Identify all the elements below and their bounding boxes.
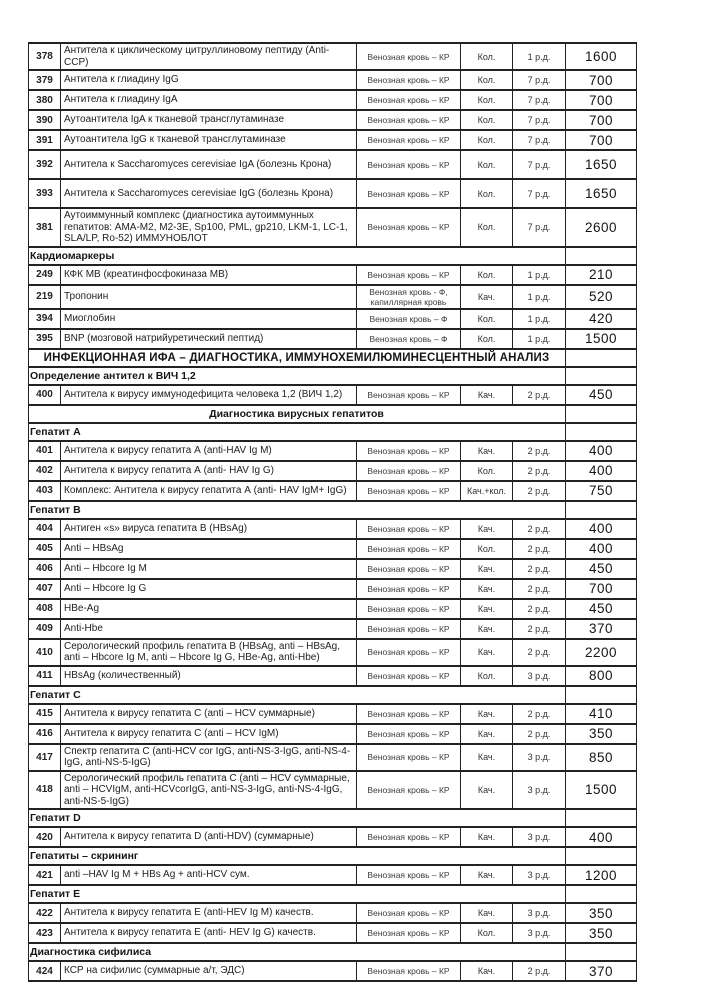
service-name-cell: Антитела к вирусу иммунодефицита человека 1,2 (ВИЧ 1,2): [61, 385, 357, 405]
service-row: [29, 923, 637, 943]
service-row: [29, 579, 637, 599]
service-result-cell: Кач.: [461, 639, 513, 666]
service-row: [29, 599, 637, 619]
service-result-cell: Кол.: [461, 923, 513, 943]
section-header-row: [29, 686, 637, 704]
section-header-label: Диагностика вирусных гепатитов: [29, 405, 566, 423]
service-sample-cell: Венозная кровь – КР: [357, 827, 461, 847]
section-header-row: [29, 501, 637, 519]
service-price-cell: 410: [566, 704, 637, 724]
service-row: [29, 265, 637, 285]
service-code-cell: 394: [29, 309, 61, 329]
service-row: [29, 639, 637, 666]
service-period-cell: 2 р.д.: [513, 599, 566, 619]
service-name-cell: Комплекс: Антитела к вирусу гепатита А (anti- HAV IgM+ IgG): [61, 481, 357, 501]
service-sample-cell: Венозная кровь – КР: [357, 179, 461, 208]
section-header-label: Гепатит А: [29, 423, 566, 441]
service-name-cell: Антитела к циклическому цитруллиновому пептиду (Anti-CCP): [61, 43, 357, 70]
service-result-cell: Кач.: [461, 903, 513, 923]
service-period-cell: 7 р.д.: [513, 179, 566, 208]
service-sample-cell: Венозная кровь – КР: [357, 619, 461, 639]
service-result-cell: Кач.: [461, 771, 513, 810]
service-sample-cell: Венозная кровь – КР: [357, 461, 461, 481]
service-code-cell: 422: [29, 903, 61, 923]
service-sample-cell: Венозная кровь – КР: [357, 110, 461, 130]
service-name-cell: Антитела к Saccharomyces cerevisiae IgA (болезнь Крона): [61, 150, 357, 179]
service-row: [29, 865, 637, 885]
service-period-cell: 2 р.д.: [513, 579, 566, 599]
service-price-cell: 700: [566, 70, 637, 90]
service-name-cell: Anti-Hbe: [61, 619, 357, 639]
service-code-cell: 395: [29, 329, 61, 349]
service-sample-cell: Венозная кровь – КР: [357, 539, 461, 559]
service-code-cell: 411: [29, 666, 61, 686]
service-price-cell: 2600: [566, 208, 637, 247]
service-price-cell: 700: [566, 110, 637, 130]
service-code-cell: 423: [29, 923, 61, 943]
service-result-cell: Кач.: [461, 724, 513, 744]
service-name-cell: Антитела к вирусу гепатита С (anti – HCV IgM): [61, 724, 357, 744]
service-result-cell: Кол.: [461, 208, 513, 247]
price-cell-empty: [566, 349, 637, 367]
service-period-cell: 1 р.д.: [513, 329, 566, 349]
service-row: [29, 704, 637, 724]
service-code-cell: 403: [29, 481, 61, 501]
service-code-cell: 249: [29, 265, 61, 285]
service-row: [29, 285, 637, 309]
service-price-cell: 700: [566, 579, 637, 599]
service-price-cell: 400: [566, 539, 637, 559]
service-code-cell: 421: [29, 865, 61, 885]
service-period-cell: 2 р.д.: [513, 441, 566, 461]
section-header-row: [29, 367, 637, 385]
service-row: [29, 827, 637, 847]
service-period-cell: 2 р.д.: [513, 704, 566, 724]
service-price-cell: 850: [566, 744, 637, 771]
service-result-cell: Кач.: [461, 285, 513, 309]
service-name-cell: Миоглобин: [61, 309, 357, 329]
service-code-cell: 402: [29, 461, 61, 481]
service-result-cell: Кач.: [461, 865, 513, 885]
service-code-cell: 406: [29, 559, 61, 579]
service-period-cell: 1 р.д.: [513, 309, 566, 329]
service-name-cell: Серологический профиль гепатита С (anti – HCV суммарные, anti – HCVIgM, anti-HCVcorIgG, anti-NS-3-IgG, anti-NS-4-IgG, anti-NS-5-IgG): [61, 771, 357, 810]
service-result-cell: Кол.: [461, 539, 513, 559]
section-header-label: Гепатит В: [29, 501, 566, 519]
service-name-cell: Антитела к Saccharomyces cerevisiae IgG (болезнь Крона): [61, 179, 357, 208]
service-price-cell: 1650: [566, 179, 637, 208]
service-period-cell: 2 р.д.: [513, 639, 566, 666]
service-row: [29, 110, 637, 130]
service-result-cell: Кач.: [461, 704, 513, 724]
service-price-cell: 1650: [566, 150, 637, 179]
service-row: [29, 179, 637, 208]
service-period-cell: 2 р.д.: [513, 724, 566, 744]
service-row: [29, 150, 637, 179]
service-period-cell: 2 р.д.: [513, 385, 566, 405]
service-price-cell: 350: [566, 923, 637, 943]
service-code-cell: 381: [29, 208, 61, 247]
section-header-row: [29, 423, 637, 441]
service-price-cell: 1600: [566, 43, 637, 70]
service-result-cell: Кол.: [461, 329, 513, 349]
price-cell-empty: [566, 367, 637, 385]
service-code-cell: 418: [29, 771, 61, 810]
section-header-label: Гепатиты – скрининг: [29, 847, 566, 865]
service-period-cell: 3 р.д.: [513, 923, 566, 943]
service-sample-cell: Венозная кровь – КР: [357, 441, 461, 461]
service-sample-cell: Венозная кровь – КР: [357, 130, 461, 150]
service-row: [29, 208, 637, 247]
service-sample-cell: Венозная кровь – КР: [357, 724, 461, 744]
service-name-cell: КФК МВ (креатинфосфокиназа МВ): [61, 265, 357, 285]
section-header-label: Гепатит Е: [29, 885, 566, 903]
service-sample-cell: Венозная кровь – КР: [357, 43, 461, 70]
service-sample-cell: Венозная кровь – Ф: [357, 329, 461, 349]
service-row: [29, 461, 637, 481]
section-header-label: Диагностика сифилиса: [29, 943, 566, 961]
service-price-cell: 450: [566, 559, 637, 579]
service-code-cell: 393: [29, 179, 61, 208]
service-code-cell: 417: [29, 744, 61, 771]
service-sample-cell: Венозная кровь – КР: [357, 771, 461, 810]
service-period-cell: 2 р.д.: [513, 461, 566, 481]
section-header-row: [29, 405, 637, 423]
section-header-row: [29, 247, 637, 265]
service-sample-cell: Венозная кровь – КР: [357, 90, 461, 110]
service-name-cell: Anti – Hbcore Ig M: [61, 559, 357, 579]
service-result-cell: Кач.: [461, 827, 513, 847]
service-result-cell: Кач.: [461, 961, 513, 981]
service-sample-cell: Венозная кровь – КР: [357, 704, 461, 724]
service-result-cell: Кол.: [461, 179, 513, 208]
service-price-cell: 700: [566, 90, 637, 110]
service-name-cell: Антитела к вирусу гепатита Е (anti-HEV Ig M) качеств.: [61, 903, 357, 923]
service-name-cell: Антитела к глиадину IgG: [61, 70, 357, 90]
service-row: [29, 724, 637, 744]
service-period-cell: 7 р.д.: [513, 90, 566, 110]
service-row: [29, 903, 637, 923]
service-period-cell: 3 р.д.: [513, 827, 566, 847]
service-sample-cell: Венозная кровь – КР: [357, 865, 461, 885]
service-code-cell: 380: [29, 90, 61, 110]
service-result-cell: Кол.: [461, 110, 513, 130]
service-sample-cell: Венозная кровь – КР: [357, 70, 461, 90]
service-period-cell: 2 р.д.: [513, 481, 566, 501]
service-name-cell: HBsAg (количественный): [61, 666, 357, 686]
service-code-cell: 416: [29, 724, 61, 744]
service-name-cell: Антитела к вирусу гепатита А (anti- HAV Ig G): [61, 461, 357, 481]
section-header-row: [29, 943, 637, 961]
service-result-cell: Кач.: [461, 441, 513, 461]
service-name-cell: Антитела к вирусу гепатита D (anti-HDV) (суммарные): [61, 827, 357, 847]
service-result-cell: Кач.: [461, 559, 513, 579]
service-price-cell: 400: [566, 519, 637, 539]
service-sample-cell: Венозная кровь – Ф: [357, 309, 461, 329]
service-code-cell: 415: [29, 704, 61, 724]
service-code-cell: 401: [29, 441, 61, 461]
service-price-cell: 1200: [566, 865, 637, 885]
service-row: [29, 559, 637, 579]
service-period-cell: 7 р.д.: [513, 150, 566, 179]
service-row: [29, 43, 637, 70]
price-table-body: [29, 43, 637, 981]
service-sample-cell: Венозная кровь – КР: [357, 639, 461, 666]
service-price-cell: 400: [566, 827, 637, 847]
service-result-cell: Кол.: [461, 90, 513, 110]
service-code-cell: 408: [29, 599, 61, 619]
service-name-cell: КСР на сифилис (суммарные а/т, ЭДС): [61, 961, 357, 981]
service-sample-cell: Венозная кровь – КР: [357, 208, 461, 247]
section-header-label: Гепатит С: [29, 686, 566, 704]
service-row: [29, 539, 637, 559]
section-header-label: Кардиомаркеры: [29, 247, 566, 265]
service-code-cell: 409: [29, 619, 61, 639]
service-price-cell: 370: [566, 961, 637, 981]
service-name-cell: Anti – HBsAg: [61, 539, 357, 559]
price-cell-empty: [566, 847, 637, 865]
service-sample-cell: Венозная кровь - Ф, капиллярная кровь: [357, 285, 461, 309]
service-price-cell: 800: [566, 666, 637, 686]
service-price-cell: 450: [566, 599, 637, 619]
service-price-cell: 350: [566, 724, 637, 744]
service-row: [29, 771, 637, 810]
service-sample-cell: Венозная кровь – КР: [357, 385, 461, 405]
service-sample-cell: Венозная кровь – КР: [357, 150, 461, 179]
price-cell-empty: [566, 247, 637, 265]
service-sample-cell: Венозная кровь – КР: [357, 481, 461, 501]
service-row: [29, 309, 637, 329]
service-period-cell: 3 р.д.: [513, 744, 566, 771]
service-name-cell: HBe-Ag: [61, 599, 357, 619]
service-price-cell: 450: [566, 385, 637, 405]
service-row: [29, 961, 637, 981]
service-price-cell: 350: [566, 903, 637, 923]
service-period-cell: 2 р.д.: [513, 519, 566, 539]
service-code-cell: 392: [29, 150, 61, 179]
service-code-cell: 379: [29, 70, 61, 90]
service-price-cell: 400: [566, 461, 637, 481]
service-row: [29, 441, 637, 461]
service-period-cell: 7 р.д.: [513, 130, 566, 150]
service-row: [29, 619, 637, 639]
service-row: [29, 329, 637, 349]
service-sample-cell: Венозная кровь – КР: [357, 519, 461, 539]
service-name-cell: Антиген «s» вируса гепатита В (HBsAg): [61, 519, 357, 539]
service-code-cell: 424: [29, 961, 61, 981]
service-result-cell: Кач.: [461, 385, 513, 405]
service-code-cell: 405: [29, 539, 61, 559]
service-row: [29, 481, 637, 501]
service-code-cell: 400: [29, 385, 61, 405]
service-row: [29, 130, 637, 150]
price-cell-empty: [566, 686, 637, 704]
section-header-row: [29, 885, 637, 903]
price-cell-empty: [566, 423, 637, 441]
service-result-cell: Кач.: [461, 619, 513, 639]
service-row: [29, 385, 637, 405]
service-name-cell: Anti – Hbcore Ig G: [61, 579, 357, 599]
section-header-row: [29, 809, 637, 827]
service-sample-cell: Венозная кровь – КР: [357, 559, 461, 579]
service-code-cell: 391: [29, 130, 61, 150]
service-name-cell: Серологический профиль гепатита В (HBsAg, anti – HBsAg, anti – Hbcore Ig M, anti – Hbcore Ig G, HBe-Ag, anti-Hbe): [61, 639, 357, 666]
service-price-cell: 700: [566, 130, 637, 150]
service-result-cell: Кач.: [461, 744, 513, 771]
service-result-cell: Кол.: [461, 150, 513, 179]
price-table: [28, 42, 637, 982]
service-sample-cell: Венозная кровь – КР: [357, 923, 461, 943]
service-sample-cell: Венозная кровь – КР: [357, 599, 461, 619]
price-cell-empty: [566, 405, 637, 423]
service-row: [29, 519, 637, 539]
service-code-cell: 410: [29, 639, 61, 666]
service-price-cell: 520: [566, 285, 637, 309]
service-period-cell: 1 р.д.: [513, 265, 566, 285]
service-code-cell: 407: [29, 579, 61, 599]
service-name-cell: Аутоиммунный комплекс (диагностика аутоиммунных гепатитов: AMA-M2, M2-3E, Sp100, PML, gp210, LKM-1, LC-1, SLA/LP, Ro-52) ИММУНОБЛОТ: [61, 208, 357, 247]
service-price-cell: 210: [566, 265, 637, 285]
section-header-label: ИНФЕКЦИОННАЯ ИФА – ДИАГНОСТИКА, ИММУНОХЕМИЛЮМИНЕСЦЕНТНЫЙ АНАЛИЗ: [29, 349, 566, 367]
service-period-cell: 3 р.д.: [513, 903, 566, 923]
service-name-cell: anti –HAV Ig M + HBs Ag + anti-HCV сум.: [61, 865, 357, 885]
service-result-cell: Кол.: [461, 43, 513, 70]
price-cell-empty: [566, 885, 637, 903]
service-result-cell: Кол.: [461, 461, 513, 481]
service-period-cell: 7 р.д.: [513, 208, 566, 247]
service-name-cell: Тропонин: [61, 285, 357, 309]
service-price-cell: 750: [566, 481, 637, 501]
service-price-cell: 1500: [566, 771, 637, 810]
price-cell-empty: [566, 501, 637, 519]
service-name-cell: Антитела к вирусу гепатита С (anti – HCV суммарные): [61, 704, 357, 724]
service-result-cell: Кач.: [461, 599, 513, 619]
service-name-cell: Антитела к вирусу гепатита А (anti-HAV Ig M): [61, 441, 357, 461]
service-code-cell: 420: [29, 827, 61, 847]
service-sample-cell: Венозная кровь – КР: [357, 744, 461, 771]
service-name-cell: Аутоантитела IgA к тканевой трансглутаминазе: [61, 110, 357, 130]
service-sample-cell: Венозная кровь – КР: [357, 265, 461, 285]
service-name-cell: Спектр гепатита С (anti-HCV cor IgG, anti-NS-3-IgG, anti-NS-4-IgG, anti-NS-5-IgG): [61, 744, 357, 771]
service-period-cell: 2 р.д.: [513, 961, 566, 981]
service-name-cell: BNP (мозговой натрийуретический пептид): [61, 329, 357, 349]
service-row: [29, 70, 637, 90]
service-result-cell: Кач.: [461, 519, 513, 539]
service-code-cell: 404: [29, 519, 61, 539]
service-name-cell: Аутоантитела IgG к тканевой трансглутаминазе: [61, 130, 357, 150]
service-code-cell: 390: [29, 110, 61, 130]
service-row: [29, 90, 637, 110]
service-price-cell: 1500: [566, 329, 637, 349]
service-result-cell: Кач.: [461, 579, 513, 599]
service-name-cell: Антитела к вирусу гепатита Е (anti- HEV Ig G) качеств.: [61, 923, 357, 943]
service-sample-cell: Венозная кровь – КР: [357, 903, 461, 923]
service-period-cell: 1 р.д.: [513, 285, 566, 309]
service-period-cell: 2 р.д.: [513, 619, 566, 639]
service-period-cell: 3 р.д.: [513, 666, 566, 686]
service-result-cell: Кол.: [461, 666, 513, 686]
service-result-cell: Кол.: [461, 70, 513, 90]
section-header-row: [29, 847, 637, 865]
service-price-cell: 2200: [566, 639, 637, 666]
service-row: [29, 666, 637, 686]
service-sample-cell: Венозная кровь – КР: [357, 666, 461, 686]
service-result-cell: Кол.: [461, 309, 513, 329]
service-code-cell: 378: [29, 43, 61, 70]
service-result-cell: Кач.+кол.: [461, 481, 513, 501]
service-code-cell: 219: [29, 285, 61, 309]
service-result-cell: Кол.: [461, 130, 513, 150]
price-cell-empty: [566, 943, 637, 961]
service-period-cell: 1 р.д.: [513, 43, 566, 70]
service-price-cell: 370: [566, 619, 637, 639]
service-row: [29, 744, 637, 771]
service-period-cell: 2 р.д.: [513, 539, 566, 559]
service-price-cell: 420: [566, 309, 637, 329]
service-period-cell: 7 р.д.: [513, 70, 566, 90]
service-name-cell: Антитела к глиадину IgA: [61, 90, 357, 110]
service-price-cell: 400: [566, 441, 637, 461]
section-header-label: Определение антител к ВИЧ 1,2: [29, 367, 566, 385]
section-header-row: [29, 349, 637, 367]
price-cell-empty: [566, 809, 637, 827]
service-period-cell: 2 р.д.: [513, 559, 566, 579]
service-period-cell: 3 р.д.: [513, 771, 566, 810]
service-result-cell: Кол.: [461, 265, 513, 285]
section-header-label: Гепатит D: [29, 809, 566, 827]
service-sample-cell: Венозная кровь – КР: [357, 961, 461, 981]
service-sample-cell: Венозная кровь – КР: [357, 579, 461, 599]
service-period-cell: 7 р.д.: [513, 110, 566, 130]
service-period-cell: 3 р.д.: [513, 865, 566, 885]
